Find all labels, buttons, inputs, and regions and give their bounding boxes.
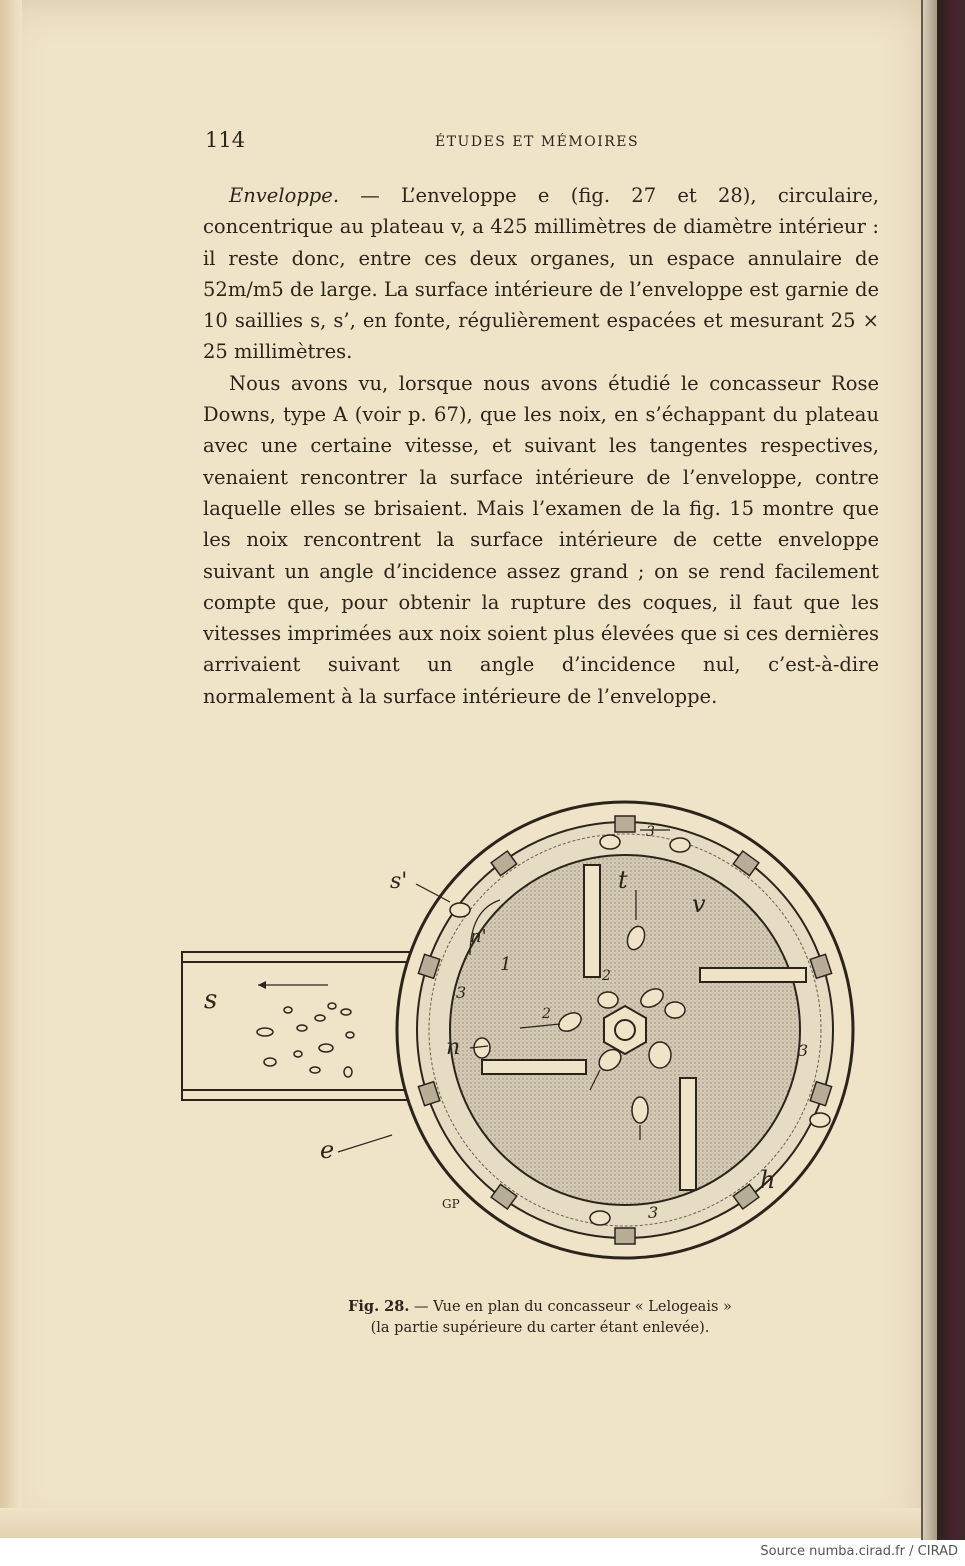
- label-3-bottom: 3: [648, 1203, 659, 1222]
- label-2a: 2: [602, 968, 611, 984]
- label-3-right: 3: [798, 1041, 809, 1060]
- label-3-left: 3: [456, 983, 467, 1002]
- label-2b: 2: [542, 1006, 551, 1022]
- crusher-diagram: [170, 770, 910, 1290]
- source-credit: Source numba.cirad.fr / CIRAD: [760, 1544, 958, 1559]
- label-e: e: [320, 1136, 335, 1164]
- label-n: n: [446, 1035, 461, 1060]
- page-left-edge: [0, 0, 22, 1538]
- paragraph-2: Nous avons vu, lorsque nous avons étudié le concasseur Rose Downs, type A (voir p. 67), que les noix, en s’échappant du plateau avec une certaine vitesse, et suivant les tangentes respectives, venaient rencontrer la surface intérieure de l’enveloppe, contre laquelle elles se brisaient. Mais l’examen de la fig. 15 montre que les noix rencontrent la surface intérieure de cette enveloppe suivant un angle d’incidence assez grand ; on se rend facilement compte que, pour obtenir la rupture des coques, il faut que les vitesses imprimées aux noix soient plus élevées que si ces dernières arrivaient suivant un angle d’incidence nul, c’est-à-dire normalement à la surface intérieure de l’enveloppe.: [203, 371, 879, 708]
- caption-text-1: — Vue en plan du concasseur « Lelogeais »: [409, 1299, 732, 1315]
- outlet-chute: [182, 952, 410, 1100]
- figure-28: [170, 770, 910, 1290]
- running-head: ÉTUDES ET MÉMOIRES: [435, 134, 640, 150]
- label-t: t: [618, 866, 628, 894]
- caption-line-1: [220, 1296, 860, 1318]
- label-1: 1: [500, 954, 512, 975]
- label-s: s: [204, 985, 218, 1015]
- page-header: [205, 128, 880, 158]
- label-h: h: [760, 1166, 776, 1194]
- caption-line-2: (la partie supérieure du carter étant enlevée).: [370, 1320, 710, 1336]
- paragraph-1-text: — L’enveloppe e (fig. 27 et 28), circulaire, concentrique au plateau v, a 425 millimètres de diamètre intérieur : il reste donc, entre ces deux organes, un espace annulaire de 52m/m5 de large. La surface intérieure de l’enveloppe est garnie de 10 saillies s, s’, en fonte, régulièrement espacées et mesurant 25 × 25 millimètres.: [203, 184, 879, 364]
- label-n-prime: n': [470, 926, 487, 947]
- body-text: [203, 180, 879, 712]
- engraver-signature: GP: [442, 1197, 460, 1211]
- book-spine: [921, 0, 965, 1540]
- figure-caption: [220, 1296, 860, 1339]
- label-v: v: [692, 890, 706, 918]
- figure-label: Fig. 28.: [348, 1298, 410, 1315]
- page-bottom-edge: [0, 1508, 925, 1538]
- paragraph-enveloppe: [203, 180, 879, 368]
- label-s-prime: s': [390, 869, 408, 894]
- label-3-top: 3: [646, 824, 655, 840]
- page-number: 114: [205, 128, 246, 152]
- paragraph-lead: Enveloppe.: [229, 184, 340, 207]
